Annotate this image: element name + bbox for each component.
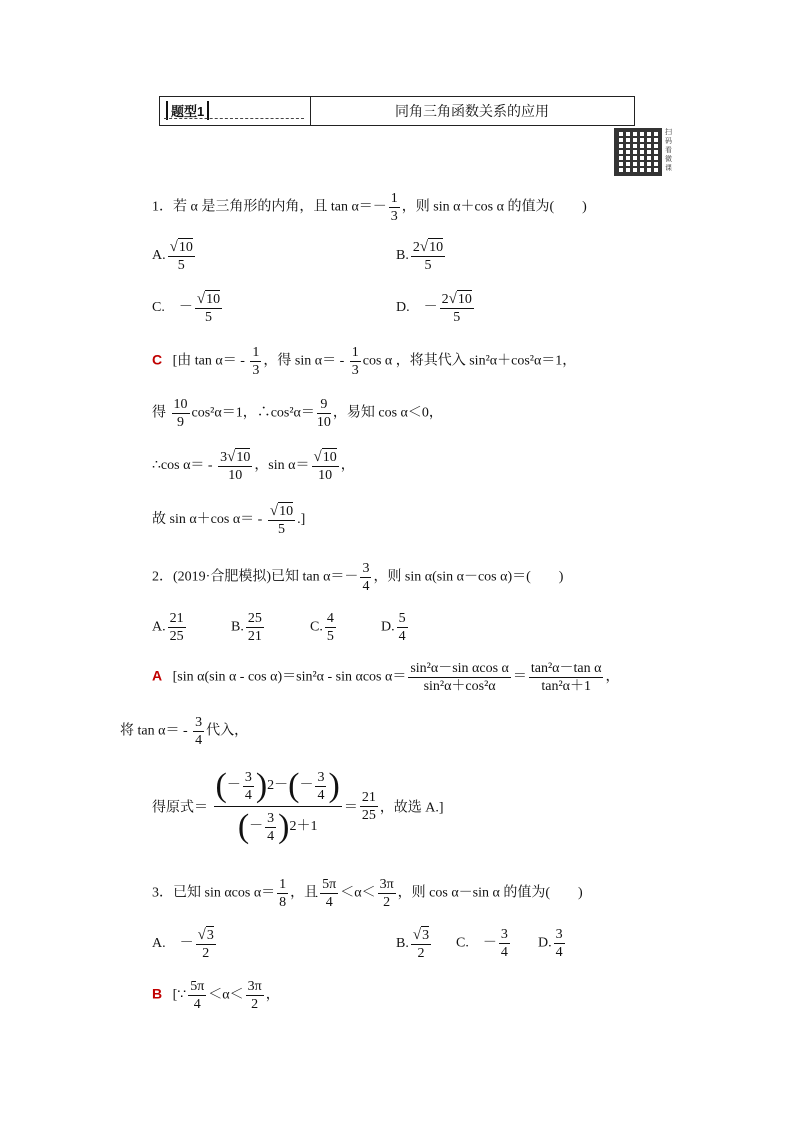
q3-option-d[interactable]: D. $\frac{3}{4}$ bbox=[538, 927, 563, 960]
section-header bbox=[159, 96, 635, 126]
q2-solution-line-1: A [sin α(sin α - cos α)＝sin²α - sin αcos α＝ $\frac{\text{sin²α－sin αcos α}}{\text{sin²α＋cos²α}}$ ＝ $\frac{\text{tan²α－tan α}}{\text{tan²α＋1}}$ ， bbox=[152, 661, 620, 694]
q3-answer: B bbox=[152, 985, 163, 1002]
q1-solution-line-1: C [由 tan α＝ - $\frac{1}{3}$ ，得 sin α＝ - $\frac{1}{3}$ cos α ，将其代入 sin²α＋cos²α＝1， bbox=[152, 345, 577, 378]
q1-option-a[interactable]: A. $\frac{√10}{5}$ bbox=[152, 239, 193, 273]
section-title: 同角三角函数关系的应用 bbox=[395, 103, 549, 119]
q2-solution-line-2: 将 tan α＝ - $\frac{3}{4}$ 代入， bbox=[120, 715, 249, 748]
q1-solution-line-2: 得 $\frac{10}{9}$ cos²α＝1，∴cos²α＝ $\frac{9}{10}$ ，易知 cos α＜0， bbox=[152, 397, 443, 430]
q3-option-b[interactable]: B. $\frac{√3}{2}$ bbox=[396, 927, 430, 961]
qr-code-icon[interactable] bbox=[614, 128, 662, 176]
q3-solution-line-1: B [∵ $\frac{5\pi}{4}$ ＜α＜ $\frac{3\pi}{2}$ ， bbox=[152, 979, 280, 1012]
qr-caption: 扫码看微课 bbox=[665, 128, 672, 172]
q1-option-d[interactable]: D. － $\frac{2√10}{5}$ bbox=[396, 291, 472, 325]
q1-prompt-text-b: ，则 sin α＋cos α 的值为( ) bbox=[401, 199, 587, 215]
q2-answer: A bbox=[152, 667, 163, 684]
q3-option-c[interactable]: C. － $\frac{3}{4}$ bbox=[456, 927, 508, 960]
q1-solution-line-4: 故 sin α＋cos α＝ - $\frac{√10}{5}$ .] bbox=[152, 503, 306, 537]
question-1-prompt bbox=[152, 190, 587, 225]
q1-option-b[interactable]: B. $\frac{2√10}{5}$ bbox=[396, 239, 444, 273]
q1-solution-line-3: ∴cos α＝ - $\frac{3√10}{10}$ ，sin α＝ $\frac{√10}{10}$ ， bbox=[152, 449, 355, 483]
section-tag-cell bbox=[160, 97, 311, 125]
q1-prompt-text-a: 1．若 α 是三角形的内角，且 tan α＝－ bbox=[152, 199, 387, 215]
q1-prompt-fraction: $\frac{1}{3}$ bbox=[390, 191, 398, 224]
q2-solution-line-3: 得原式＝ (－ $\frac{3}{4}$ )2－(－ $\frac{3}{4}$ ) (－ $\frac{3}{4}$ )2＋1 ＝ $\frac{21}{25}$ ，故选 A.] bbox=[152, 767, 444, 846]
q2-option-d[interactable]: D. $\frac{5}{4}$ bbox=[381, 611, 406, 644]
q2-option-c[interactable]: C. $\frac{4}{5}$ bbox=[310, 611, 334, 644]
q2-option-b[interactable]: B. $\frac{25}{21}$ bbox=[231, 611, 262, 644]
section-tag: 题型1 bbox=[166, 101, 209, 120]
q1-option-c[interactable]: C. － $\frac{√10}{5}$ bbox=[152, 291, 221, 325]
q3-option-a[interactable]: A. － $\frac{√3}{2}$ bbox=[152, 927, 214, 961]
q2-option-a[interactable]: A. $\frac{21}{25}$ bbox=[152, 611, 184, 644]
question-2-prompt: 2．(2019·合肥模拟)已知 tan α＝－ $\frac{3}{4}$ ，则 sin α(sin α－cos α)＝( ) bbox=[152, 561, 564, 594]
tag-divider bbox=[164, 118, 304, 119]
q1-answer: C bbox=[152, 351, 163, 368]
question-3-prompt: 3．已知 sin αcos α＝ $\frac{1}{8}$ ，且 $\frac{5\pi}{4}$ ＜α＜ $\frac{3\pi}{2}$ ，则 cos α－sin α 的值为( ) bbox=[152, 877, 583, 910]
